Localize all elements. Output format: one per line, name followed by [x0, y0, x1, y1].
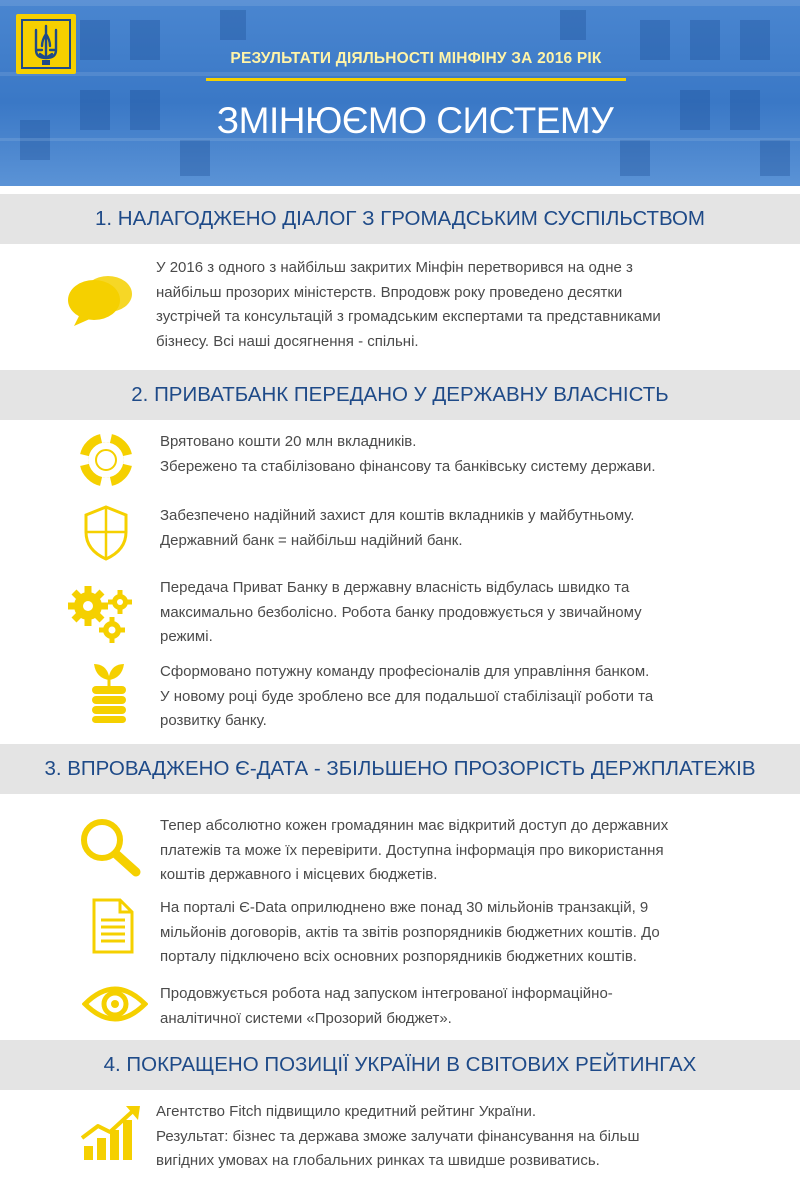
lifebuoy-icon	[80, 434, 132, 486]
trident-icon	[16, 14, 76, 74]
item-text-line: Результат: бізнес та держава зможе залучати фінансування на більш	[156, 1127, 640, 1145]
shield-icon	[82, 504, 130, 562]
gears-icon	[66, 580, 136, 646]
item-text-line: найбільш прозорих міністерств. Впродовж року проведено десятки	[156, 283, 623, 301]
item-text-line: Сформовано потужну команду професіоналів для управління банком.	[160, 663, 650, 680]
header-underline	[206, 78, 626, 81]
item-text-line: Продовжується робота над запуском інтегрованої інформаційно-	[160, 985, 613, 1002]
item-text-line: режимі.	[160, 628, 213, 645]
header-banner	[0, 0, 800, 186]
item-text-line: зустрічей та консультацій з громадським експертами та представниками	[156, 308, 661, 325]
coat-of-arms-logo	[16, 14, 76, 74]
item-text-line: Врятовано кошти 20 млн вкладників.	[160, 433, 417, 450]
item-text-line: У 2016 з одного з найбільш закритих Мінфін перетворився на одне з	[156, 259, 633, 276]
item-text-line: коштів державного і місцевих бюджетів.	[160, 866, 438, 883]
item-text-line: Агентство Fitch підвищило кредитний рейтинг України.	[156, 1103, 536, 1120]
building-facade-background	[0, 0, 800, 186]
item-text-line: бізнесу. Всі наші досягнення - спільні.	[156, 332, 419, 350]
item-text-line: Збережено та стабілізовано фінансову та банківську систему держави.	[160, 457, 656, 475]
coin-sprout-icon	[86, 658, 132, 724]
speech-bubbles-icon	[66, 272, 134, 328]
item-text-line: мільйонів договорів, актів та звітів розпорядників бюджетних коштів. До	[160, 923, 660, 941]
item-text-line: Передача Приват Банку в державну власність відбулась швидко та	[160, 579, 630, 596]
document-icon	[90, 896, 136, 956]
item-text-line: платежів та може їх перевірити. Доступна інформація про використання	[160, 841, 664, 859]
section-heading-3: 3. ВПРОВАДЖЕНО Є-ДАТА - ЗБІЛЬШЕНО ПРОЗОРІСТЬ ДЕРЖПЛАТЕЖІВ	[0, 744, 800, 794]
item-text-line: Державний банк = найбільш надійний банк.	[160, 531, 463, 549]
page-title: ЗМІНЮЄМО СИСТЕМУ	[216, 100, 614, 141]
item-text-line: Забезпечено надійний захист для коштів вкладників у майбутньому.	[160, 507, 635, 524]
item-text-line: На порталі Є-Data оприлюднено вже понад 30 мільйонів транзакцій, 9	[160, 899, 649, 916]
section-heading-4: 4. ПОКРАЩЕНО ПОЗИЦІЇ УКРАЇНИ В СВІТОВИХ РЕЙТИНГАХ	[0, 1040, 800, 1090]
magnifier-icon	[78, 816, 142, 878]
item-text-line: Тепер абсолютно кожен громадянин має відкритий доступ до державних	[160, 817, 669, 834]
item-text-line: максимально безболісно. Робота банку продовжується у звичайному	[160, 603, 642, 621]
header-subtitle: РЕЗУЛЬТАТИ ДІЯЛЬНОСТІ МІНФІНУ ЗА 2016 РІК	[230, 50, 602, 67]
section-heading-2: 2. ПРИВАТБАНК ПЕРЕДАНО У ДЕРЖАВНУ ВЛАСНІСТЬ	[0, 370, 800, 420]
item-text-line: У новому році буде зроблено все для подальшої стабілізації роботи та	[160, 687, 654, 705]
section-heading-1: 1. НАЛАГОДЖЕНО ДІАЛОГ З ГРОМАДСЬКИМ СУСПІЛЬСТВОМ	[0, 194, 800, 244]
item-text-line: аналітичної системи «Прозорий бюджет».	[160, 1009, 452, 1027]
growth-chart-icon	[80, 1104, 142, 1162]
eye-icon	[82, 982, 148, 1026]
item-text-line: порталу підключено всіх основних розпорядників бюджетних коштів.	[160, 948, 637, 965]
item-text-line: розвитку банку.	[160, 712, 267, 729]
item-text-line: вигідних умовах на глобальних ринках та швидше розвиватись.	[156, 1152, 600, 1169]
